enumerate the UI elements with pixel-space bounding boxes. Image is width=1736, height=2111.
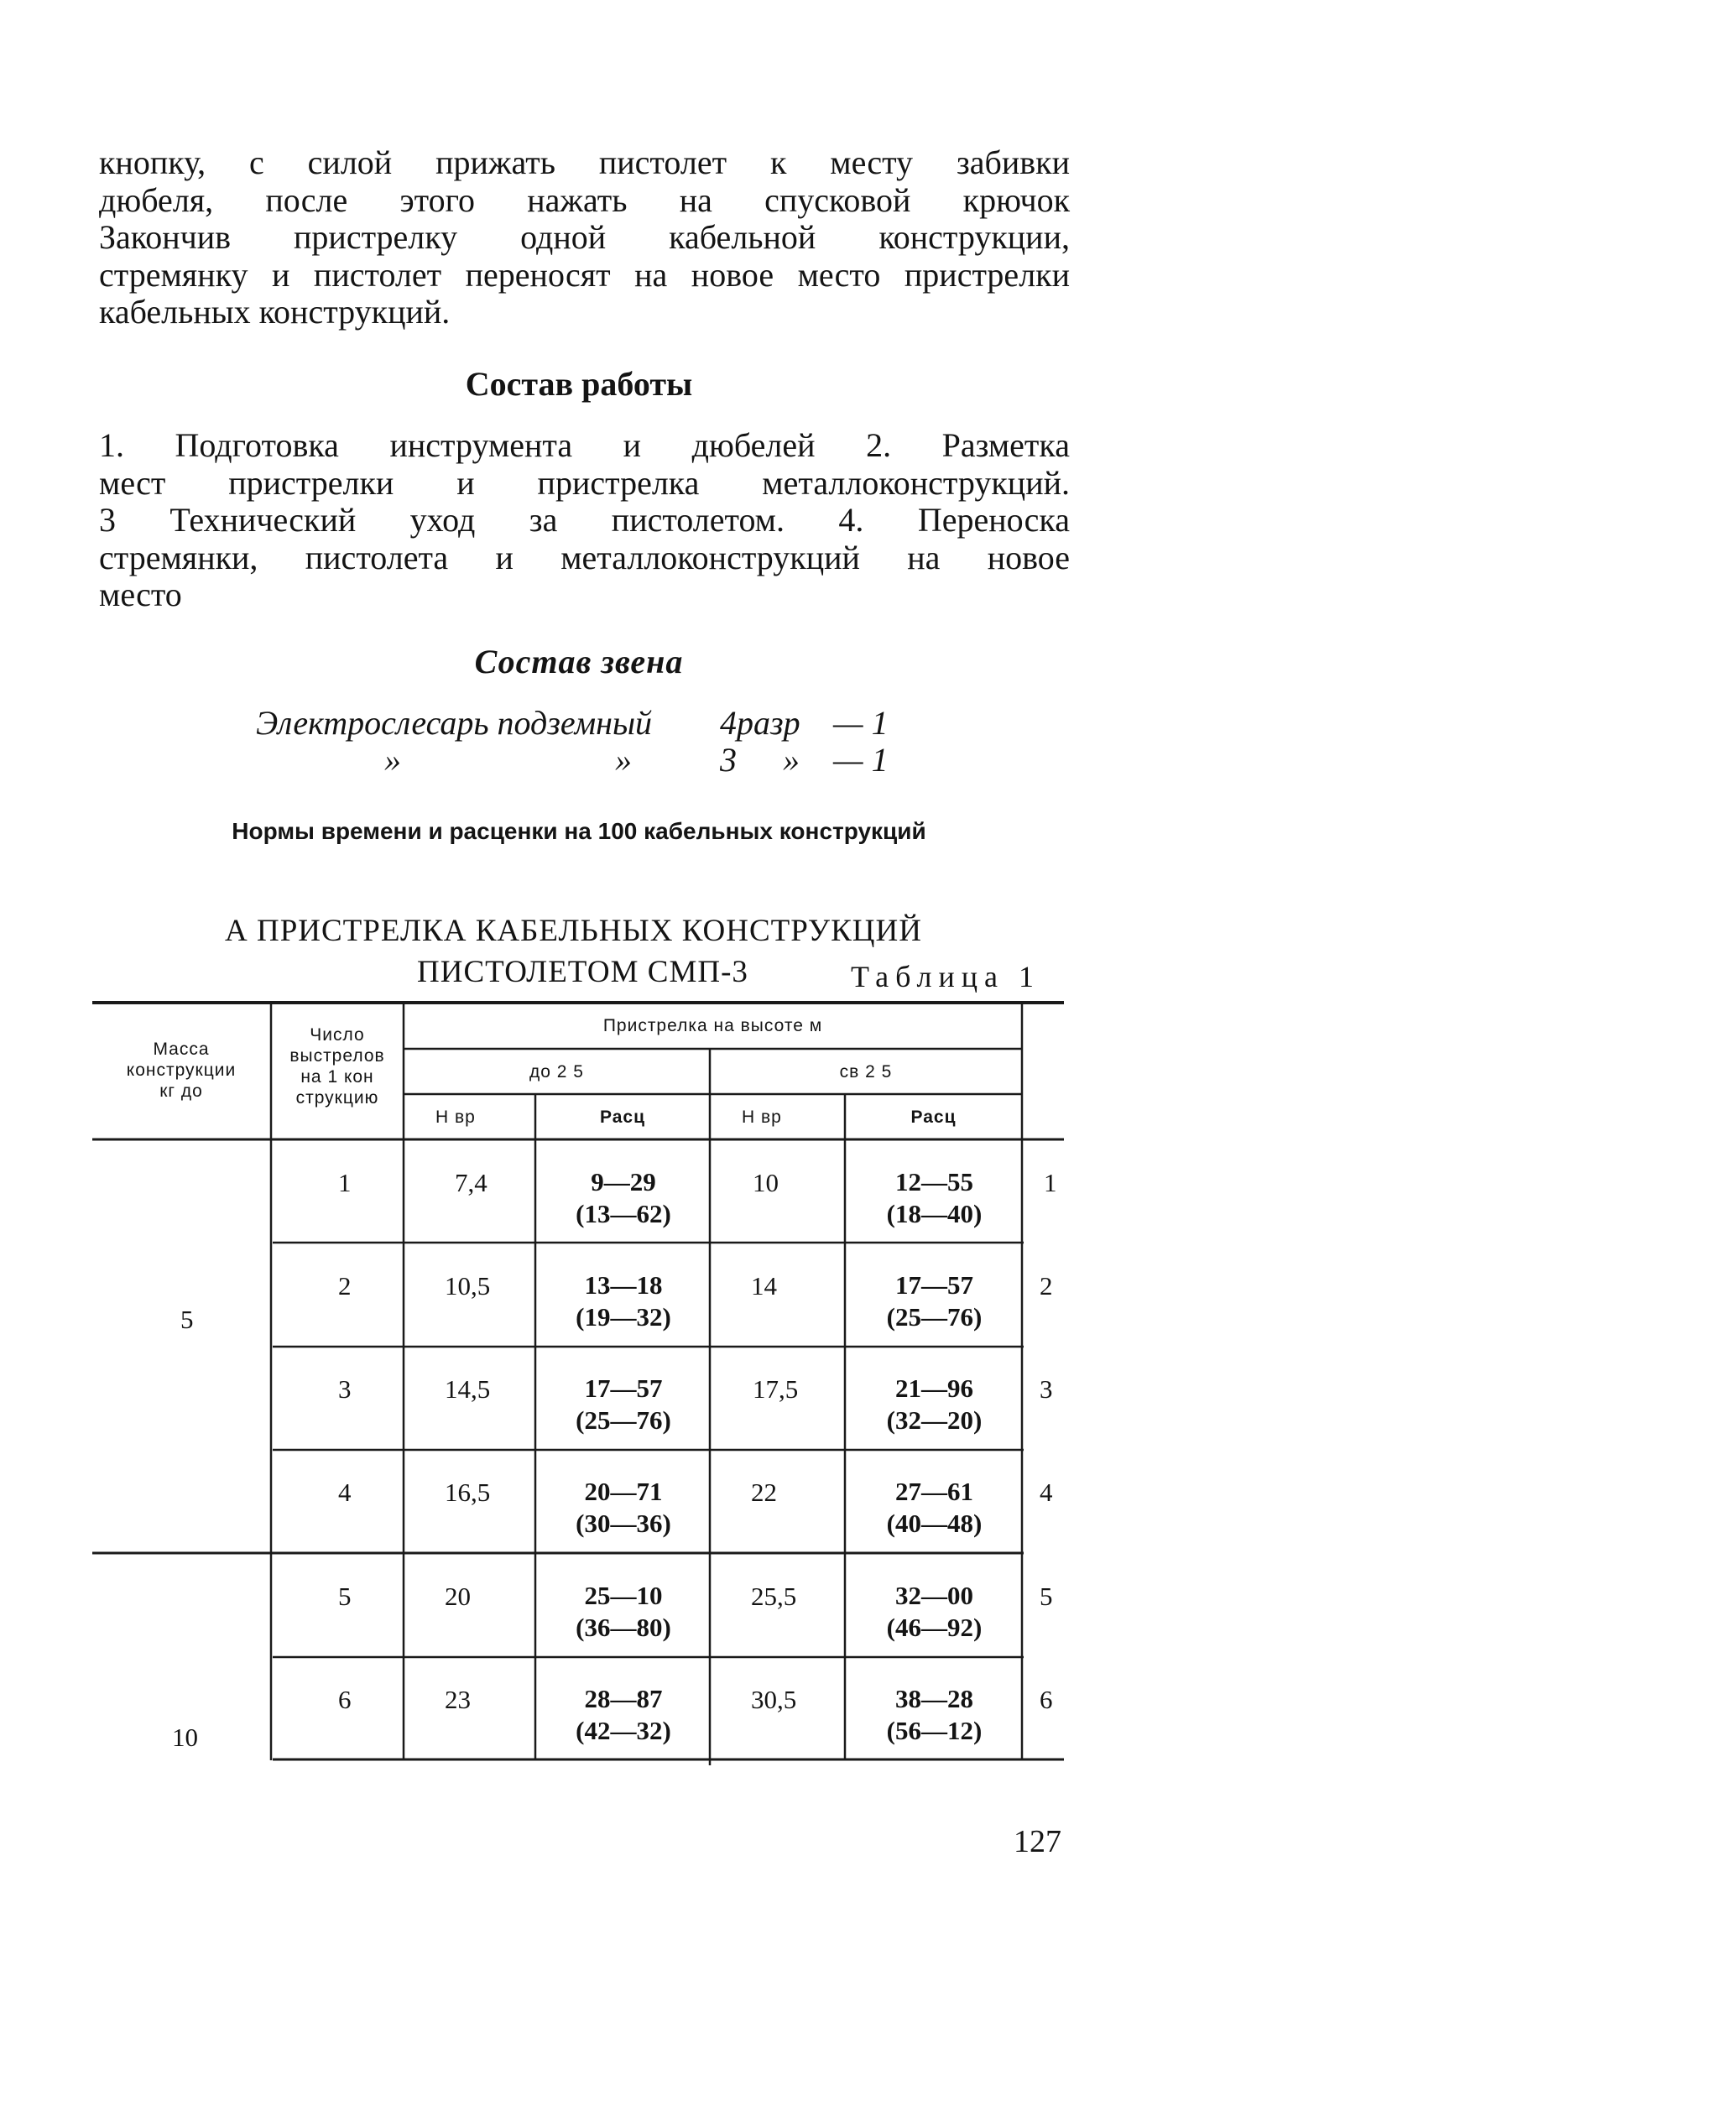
rasc-value: 20—71 (30—36) <box>576 1477 671 1538</box>
text-line: стремянку и пистолет переносят на новое место пристрелки <box>99 255 1070 294</box>
text-line: стремянки, пистолета и металлоконструкций на новое <box>99 538 1070 576</box>
text-line: 1. Подготовка инструмента и дюбелей 2. Разметка <box>99 426 1070 464</box>
nvr-value: 17,5 <box>753 1374 799 1404</box>
table-caption-line: А ПРИСТРЕЛКА КАБЕЛЬНЫХ КОНСТРУКЦИЙ <box>225 914 922 948</box>
rasc-value: 38—28 (56—12) <box>886 1684 983 1745</box>
nvr-value: 10,5 <box>445 1271 491 1300</box>
row-number: 6 <box>1040 1685 1053 1714</box>
nvr-value: 22 <box>751 1478 777 1507</box>
shots-value: 5 <box>338 1582 352 1611</box>
ditto-mark: » <box>384 741 401 779</box>
nvr-value: 7,4 <box>455 1168 487 1197</box>
table-number-label: Таблица 1 <box>851 960 1040 993</box>
work-composition-heading: Состав работы <box>465 365 693 403</box>
rasc-value: 12—55 (18—40) <box>886 1167 983 1228</box>
header-nvr: Н вр <box>435 1108 476 1127</box>
rasc-value: 27—61 (40—48) <box>886 1477 983 1538</box>
crew-heading: Состав звена <box>474 643 684 680</box>
nvr-value: 14,5 <box>445 1374 491 1404</box>
page-number: 127 <box>1014 1824 1061 1859</box>
row-number: 5 <box>1040 1582 1053 1611</box>
nvr-value: 23 <box>445 1685 471 1714</box>
rasc-value: 17—57 (25—76) <box>886 1270 983 1332</box>
nvr-value: 30,5 <box>751 1685 797 1714</box>
mass-value: 5 <box>180 1305 194 1334</box>
norms-title: Нормы времени и расценки на 100 кабельных конструкций <box>232 818 926 844</box>
crew-grade: 3 <box>720 741 737 779</box>
text-line: 3 Технический уход за пистолетом. 4. Переноска <box>99 501 1070 539</box>
header-rasc: Расц <box>600 1108 645 1127</box>
shots-value: 3 <box>338 1374 352 1404</box>
table-caption-line: ПИСТОЛЕТОМ СМП-3 <box>417 955 748 989</box>
text-line: дюбеля, после этого нажать на спусковой крючок <box>99 180 1070 219</box>
shots-value: 1 <box>338 1168 352 1197</box>
text-line: место <box>99 576 182 613</box>
text-line: кабельных конструкций. <box>99 293 451 331</box>
rasc-value: 13—18 (19—32) <box>576 1270 671 1332</box>
shots-value: 4 <box>338 1478 352 1507</box>
shots-value: 6 <box>338 1685 352 1714</box>
nvr-value: 25,5 <box>751 1582 797 1611</box>
header-over: св 2 5 <box>839 1062 893 1082</box>
text-line: Закончив пристрелку одной кабельной конструкции, <box>99 218 1070 256</box>
row-number: 2 <box>1040 1271 1053 1300</box>
header-height: Пристрелка на высоте м <box>602 1016 823 1035</box>
nvr-value: 16,5 <box>445 1478 491 1507</box>
ditto-mark: » <box>615 741 632 779</box>
rasc-value: 25—10 (36—80) <box>576 1581 671 1642</box>
rasc-value: 32—00 (46—92) <box>886 1581 983 1642</box>
text-line: кнопку, с силой прижать пистолет к месту забивки <box>99 143 1070 181</box>
nvr-value: 14 <box>751 1271 777 1300</box>
row-number: 1 <box>1044 1168 1057 1197</box>
row-number: 4 <box>1040 1478 1053 1507</box>
crew-profession: Электрослесарь подземный <box>256 704 653 742</box>
header-rasc: Расц <box>910 1108 957 1127</box>
crew-count: — 1 <box>833 741 889 779</box>
header-shots: Число выстрелов на 1 кон струкцию <box>289 1025 385 1108</box>
nvr-value: 20 <box>445 1582 471 1611</box>
rasc-value: 28—87 (42—32) <box>576 1684 671 1745</box>
crew-grade: 4разр <box>720 704 800 742</box>
rasc-value: 9—29 (13—62) <box>576 1167 671 1228</box>
nvr-value: 10 <box>753 1168 779 1197</box>
header-up-to: до 2 5 <box>529 1062 584 1082</box>
rasc-value: 17—57 (25—76) <box>576 1373 671 1435</box>
crew-count: — 1 <box>833 704 889 742</box>
mass-value: 10 <box>172 1723 198 1752</box>
row-number: 3 <box>1040 1374 1053 1404</box>
rasc-value: 21—96 (32—20) <box>886 1373 983 1435</box>
shots-value: 2 <box>338 1271 352 1300</box>
ditto-mark: » <box>783 741 800 779</box>
header-nvr: Н вр <box>742 1108 782 1127</box>
header-mass: Масса конструкции кг до <box>126 1040 237 1101</box>
text-line: мест пристрелки и пристрелка металлоконструкций. <box>99 463 1070 502</box>
